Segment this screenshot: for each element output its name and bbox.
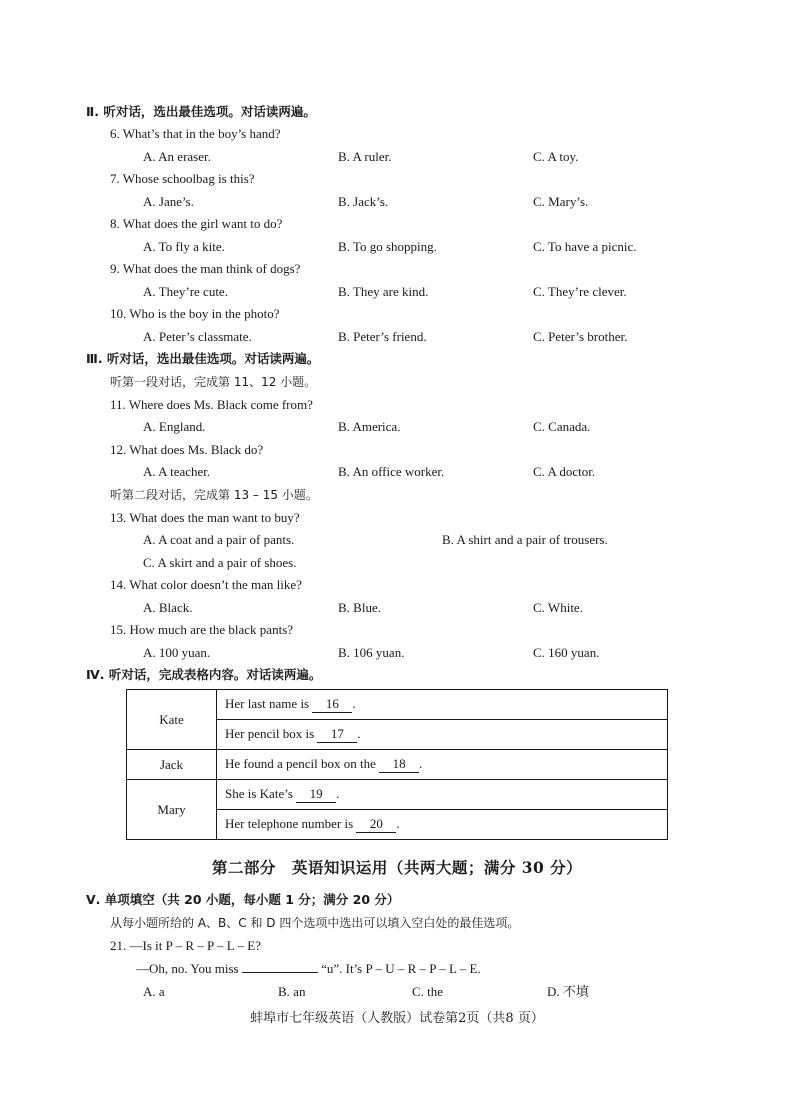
option-7c: C. Mary’s. bbox=[533, 194, 589, 209]
option-11c: C. Canada. bbox=[533, 419, 591, 434]
option-6c: C. A toy. bbox=[533, 149, 579, 164]
option-13a: A. A coat and a pair of pants. bbox=[143, 532, 295, 547]
question-21-line-2 bbox=[136, 961, 481, 977]
info-text: Her pencil box is bbox=[225, 726, 318, 741]
table-row bbox=[127, 780, 668, 810]
question-8: 8. What does the girl want to do? bbox=[110, 216, 283, 231]
name-cell-kate: Kate bbox=[127, 690, 217, 750]
info-text-end: . bbox=[352, 696, 356, 711]
option-12a: A. A teacher. bbox=[143, 464, 211, 479]
option-12b: B. An office worker. bbox=[338, 464, 445, 479]
section-2-heading: Ⅱ. 听对话，选出最佳选项。对话读两遍。 bbox=[86, 104, 316, 119]
question-7: 7. Whose schoolbag is this? bbox=[110, 171, 255, 186]
info-cell bbox=[217, 690, 668, 720]
question-12: 12. What does Ms. Black do? bbox=[110, 442, 264, 457]
option-12c: C. A doctor. bbox=[533, 464, 596, 479]
question-21-blank[interactable] bbox=[242, 972, 318, 973]
info-text: Her telephone number is bbox=[225, 816, 357, 831]
info-cell bbox=[217, 810, 668, 840]
question-21-text-end: “u”. It’s P – U – R – P – L – E. bbox=[317, 961, 481, 976]
table-row bbox=[127, 750, 668, 780]
question-21-text: —Oh, no. You miss bbox=[136, 961, 242, 976]
info-text-end: . bbox=[336, 786, 340, 801]
option-14b: B. Blue. bbox=[338, 600, 381, 615]
option-15a: A. 100 yuan. bbox=[143, 645, 211, 660]
option-10a: A. Peter’s classmate. bbox=[143, 329, 252, 344]
info-cell bbox=[217, 780, 668, 810]
question-6: 6. What’s that in the boy’s hand? bbox=[110, 126, 281, 141]
dialogue-2-instruction: 听第二段对话，完成第 13 – 15 小题。 bbox=[110, 488, 318, 502]
option-13c: C. A skirt and a pair of shoes. bbox=[143, 555, 297, 570]
option-6b: B. A ruler. bbox=[338, 149, 392, 164]
option-7a: A. Jane’s. bbox=[143, 194, 194, 209]
option-21a: A. a bbox=[143, 984, 165, 999]
question-13: 13. What does the man want to buy? bbox=[110, 510, 300, 525]
option-11a: A. England. bbox=[143, 419, 206, 434]
option-6a: A. An eraser. bbox=[143, 149, 211, 164]
answer-blank-20[interactable]: 20 bbox=[356, 816, 396, 833]
answer-blank-16[interactable]: 16 bbox=[312, 696, 352, 713]
option-7b: B. Jack’s. bbox=[338, 194, 389, 209]
info-text-end: . bbox=[396, 816, 400, 831]
option-8b: B. To go shopping. bbox=[338, 239, 437, 254]
option-10b: B. Peter’s friend. bbox=[338, 329, 427, 344]
option-14c: C. White. bbox=[533, 600, 583, 615]
section-5-heading: Ⅴ. 单项填空（共 20 小题，每小题 1 分；满分 20 分） bbox=[86, 892, 400, 907]
option-10c: C. Peter’s brother. bbox=[533, 329, 628, 344]
option-14a: A. Black. bbox=[143, 600, 193, 615]
option-21d: D. 不填 bbox=[547, 984, 589, 999]
option-8a: A. To fly a kite. bbox=[143, 239, 225, 254]
option-15b: B. 106 yuan. bbox=[338, 645, 405, 660]
section-3-heading: Ⅲ. 听对话，选出最佳选项。对话读两遍。 bbox=[86, 351, 320, 366]
answer-blank-19[interactable]: 19 bbox=[296, 786, 336, 803]
option-11b: B. America. bbox=[338, 419, 401, 434]
option-8c: C. To have a picnic. bbox=[533, 239, 637, 254]
question-10: 10. Who is the boy in the photo? bbox=[110, 306, 280, 321]
table-row bbox=[127, 690, 668, 720]
info-text-end: . bbox=[357, 726, 361, 741]
option-9a: A. They’re cute. bbox=[143, 284, 228, 299]
dialogue-1-instruction: 听第一段对话，完成第 11、12 小题。 bbox=[110, 375, 317, 389]
section-5-instruction: 从每小题所给的 A、B、C 和 D 四个选项中选出可以填入空白处的最佳选项。 bbox=[110, 916, 520, 930]
info-text-end: . bbox=[419, 756, 423, 771]
name-cell-mary: Mary bbox=[127, 780, 217, 840]
question-9: 9. What does the man think of dogs? bbox=[110, 261, 301, 276]
option-21b: B. an bbox=[278, 984, 306, 999]
page-footer: 蚌埠市七年级英语（人教版）试卷第2页（共8 页） bbox=[250, 1011, 544, 1026]
option-13b: B. A shirt and a pair of trousers. bbox=[442, 532, 608, 547]
info-text: Her last name is bbox=[225, 696, 313, 711]
option-9b: B. They are kind. bbox=[338, 284, 429, 299]
answer-blank-17[interactable]: 17 bbox=[317, 726, 357, 743]
info-table bbox=[126, 689, 668, 840]
section-4-heading: Ⅳ. 听对话，完成表格内容。对话读两遍。 bbox=[86, 667, 322, 682]
info-cell bbox=[217, 750, 668, 780]
question-14: 14. What color doesn’t the man like? bbox=[110, 577, 302, 592]
option-21c: C. the bbox=[412, 984, 444, 999]
name-cell-jack: Jack bbox=[127, 750, 217, 780]
option-15c: C. 160 yuan. bbox=[533, 645, 600, 660]
question-11: 11. Where does Ms. Black come from? bbox=[110, 397, 313, 412]
question-15: 15. How much are the black pants? bbox=[110, 622, 294, 637]
option-9c: C. They’re clever. bbox=[533, 284, 627, 299]
question-21-line-1: 21. —Is it P – R – P – L – E? bbox=[110, 938, 261, 953]
part-2-title: 第二部分 英语知识运用（共两大题；满分 30 分） bbox=[211, 858, 583, 877]
info-cell bbox=[217, 720, 668, 750]
answer-blank-18[interactable]: 18 bbox=[379, 756, 419, 773]
info-text: She is Kate’s bbox=[225, 786, 297, 801]
info-text: He found a pencil box on the bbox=[225, 756, 380, 771]
